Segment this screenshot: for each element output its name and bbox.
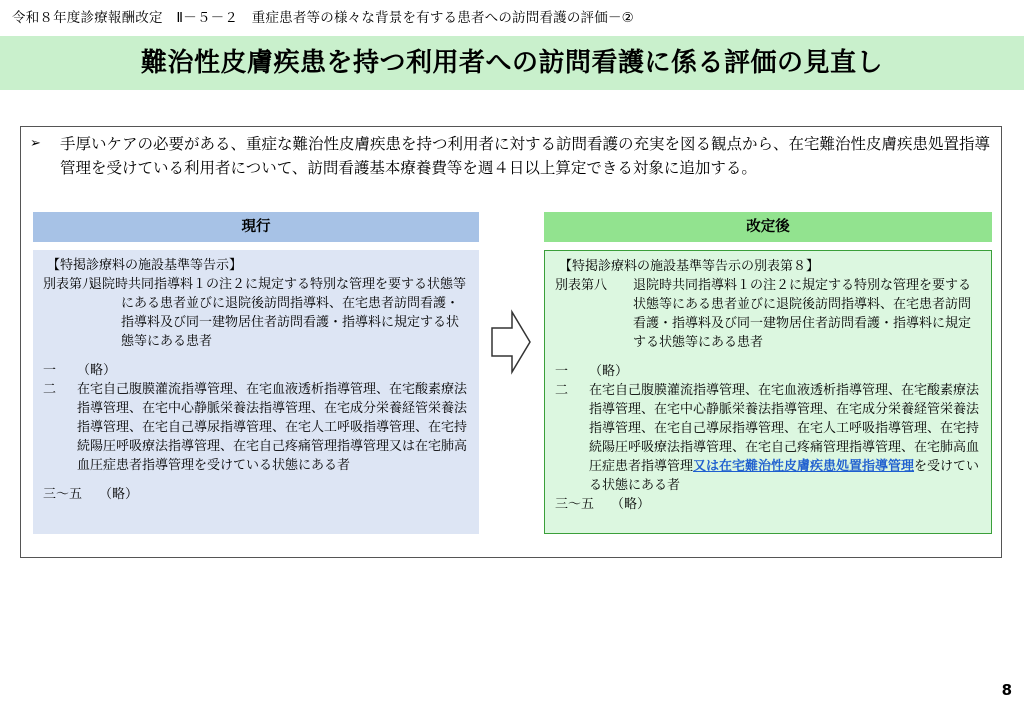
current-item-3-text: （略） [99,487,139,502]
revised-item-2-text-b: を受けている状態にある者 [589,459,980,493]
current-notice: 【特掲診療料の施設基準等告示】 [47,258,243,273]
current-annex [43,275,471,351]
current-heading: 現行 [33,212,479,242]
revised-heading: 改定後 [544,212,992,242]
revised-item-1-label: 一 [555,364,569,379]
revised-item-2-text-a: 在宅自己腹膜灌流指導管理、在宅血液透析指導管理、在宅酸素療法指導管理、在宅中心静脈栄養法指導管理、在宅成分栄養経管栄養法指導管理、在宅自己導尿指導管理、在宅人工呼吸指導管理、在宅持続陽圧呼吸療法指導管理、在宅自己疼痛管理指導管理、在宅肺高血圧症患者指導管理 [589,383,980,474]
revised-item-3-label: 三～五 [555,497,595,512]
current-panel [33,250,479,534]
summary-text: 手厚いケアの必要がある、重症な難治性皮膚疾患を持つ利用者に対する訪問看護の充実を図る観点から、在宅難治性皮膚疾患処置指導管理を受けている利用者について、訪問看護基本療養費等を週４日以上算定できる対象に追加する。 [60,135,991,177]
right-arrow-icon [490,308,532,376]
page-title: 難治性皮膚疾患を持つ利用者への訪問看護に係る評価の見直し [140,48,883,78]
current-item-1-text: （略） [77,363,117,378]
current-item-3-label: 三～五 [43,487,83,502]
current-item-2 [43,380,471,475]
revised-item-2-highlight: 又は在宅難治性皮膚疾患処置指導管理 [693,459,915,474]
current-item-1-label: 一 [43,363,57,378]
current-annex-text: 退院時共同指導料１の注２に規定する特別な管理を要する状態等にある患者並びに退院後訪問指導料、在宅患者訪問看護・指導料及び同一建物居住者訪問看護・指導料に規定する状態等にある患者 [89,277,467,349]
revised-item-2 [555,381,983,495]
revised-notice: 【特掲診療料の施設基準等告示の別表第８】 [559,259,820,274]
bullet-arrow-icon: ➢ [30,136,41,151]
summary [30,132,996,180]
revised-item-3-text: （略） [611,497,651,512]
revised-annex-text: 退院時共同指導料１の注２に規定する特別な管理を要する状態等にある患者並びに退院後訪問指導料、在宅患者訪問看護・指導料及び同一建物居住者訪問看護・指導料に規定する状態等にある患者 [633,278,972,350]
current-item-1 [43,361,471,380]
current-item-3 [43,485,471,504]
revised-item-1 [555,362,983,381]
revised-panel [544,250,992,534]
breadcrumb: 令和８年度診療報酬改定 Ⅱ－５－２ 重症患者等の様々な背景を有する患者への訪問看護の評価－② [12,10,634,26]
current-item-2-label: 二 [43,382,57,397]
current-annex-label: 別表第八 [43,277,96,292]
revised-annex-label: 別表第八 [555,278,608,293]
revised-item-1-text: （略） [589,364,629,379]
revised-item-2-label: 二 [555,383,569,398]
revised-item-3 [555,495,983,514]
revised-annex [555,276,983,352]
title-bar [0,36,1024,90]
current-item-2-text: 在宅自己腹膜灌流指導管理、在宅血液透析指導管理、在宅酸素療法指導管理、在宅中心静脈栄養法指導管理、在宅成分栄養経管栄養法指導管理、在宅自己導尿指導管理、在宅人工呼吸指導管理、在宅持続陽圧呼吸療法指導管理、在宅自己疼痛管理指導管理又は在宅肺高血圧症患者指導管理を受けている状態にある者 [77,382,468,473]
page-number: 8 [1001,681,1012,699]
